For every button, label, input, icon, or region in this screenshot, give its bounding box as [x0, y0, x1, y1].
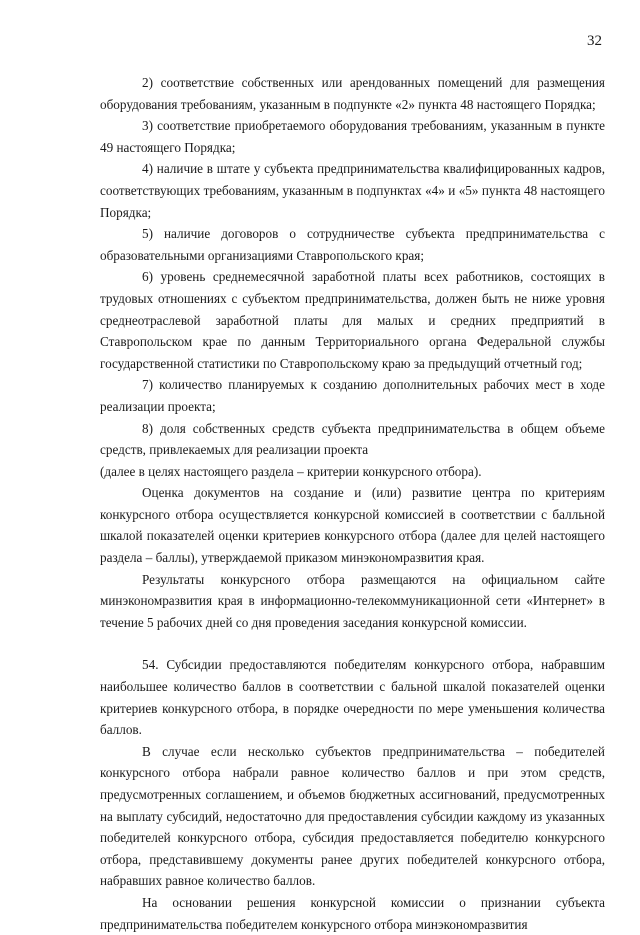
paragraph-results: Результаты конкурсного отбора размещаются на официальном сайте минэкономразвития края в информационно-телекоммуникационной сети «Интернет» в течение 5 рабочих дней со дня проведения заседания конкурсной комиссии. — [100, 571, 605, 630]
paragraph-item-3: 3) соответствие приобретаемого оборудования требованиям, указанным в пункте 49 настоящего Порядка; — [100, 118, 605, 155]
paragraph-evaluation: Оценка документов на создание и (или) развитие центра по критериям конкурсного отбора осуществляется конкурсной комиссией в соответствии с балльной шкалой показателей оценки критериев конкурсного отбора (далее для целей настоящего раздела – баллы), утверждаемой приказом минэкономразвития края. — [100, 485, 605, 566]
section-gap — [100, 633, 605, 654]
page-number: 32 — [587, 33, 602, 49]
paragraph-item-4: 4) наличие в штате у субъекта предпринимательства квалифицированных кадров, соответствующих требованиям, указанным в подпунктах «4» и «5» пункта 48 настоящего Порядка; — [100, 161, 605, 220]
paragraph-item-2: 2) соответствие собственных или арендованных помещений для размещения оборудования требованиям, указанным в подпункте «2» пункта 48 настоящего Порядка; — [100, 75, 605, 112]
document-body — [100, 72, 605, 935]
paragraph-criteria-note: (далее в целях настоящего раздела – критерии конкурсного отбора). — [100, 463, 482, 479]
paragraph-item-7: 7) количество планируемых к созданию дополнительных рабочих мест в ходе реализации проекта; — [100, 377, 605, 414]
paragraph-equal-points: В случае если несколько субъектов предпринимательства – победителей конкурсного отбора набрали равное количество баллов и при этом средств, предусмотренных соглашением, и объемов бюджетных ассигнований, предусмотренных на выплату субсидий, недостаточно для предоставления субсидии каждому из указанных победителей конкурсного отбора, субсидия предоставляется победителю конкурсного отбора, представившему документы ранее других победителей конкурсного отбора, набравших равное количество баллов. — [100, 743, 605, 889]
paragraph-decision: На основании решения конкурсной комиссии о признании субъекта предпринимательства победителем конкурсного отбора минэкономразвития — [100, 894, 605, 932]
paragraph-item-6: 6) уровень среднемесячной заработной платы всех работников, состоящих в трудовых отношениях с субъектом предпринимательства, должен быть не ниже уровня среднеотраслевой заработной платы для малых и средних предприятий в Ставропольском крае по данным Территориального органа Федеральной службы государственной статистики по Ставропольскому краю за предыдущий отчетный год; — [100, 269, 605, 371]
paragraph-54: 54. Субсидии предоставляются победителям конкурсного отбора, набравшим наибольшее количество баллов в соответствии с бальной шкалой показателей оценки критериев конкурсного отбора, в порядке очередности по мере уменьшения количества баллов. — [100, 657, 605, 738]
paragraph-item-5: 5) наличие договоров о сотрудничестве субъекта предпринимательства с образовательными организациями Ставропольского края; — [100, 226, 605, 263]
paragraph-item-8: 8) доля собственных средств субъекта предпринимательства в общем объеме средств, привлекаемых для реализации проекта — [100, 420, 605, 458]
